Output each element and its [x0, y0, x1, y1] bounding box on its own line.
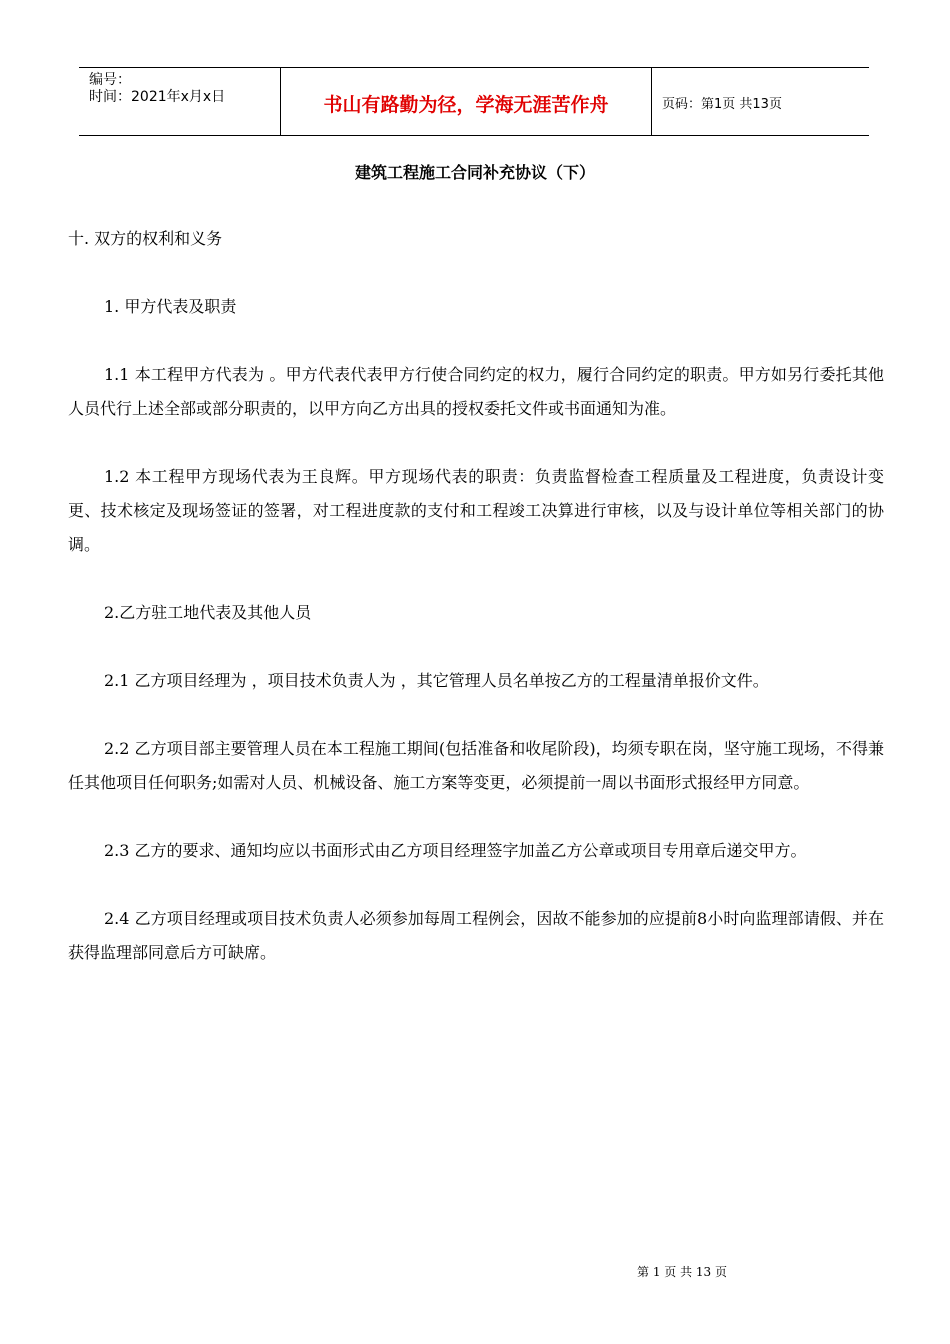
body-paragraph: 2.2 乙方项目部主要管理人员在本工程施工期间(包括准备和收尾阶段)，均须专职在岗，坚守施工现场，不得兼任其他项目任何职务;如需对人员、机械设备、施工方案等变更，必须提前一周以书面形式报经甲方同意。 [68, 739, 884, 792]
document-body [68, 222, 884, 1004]
body-paragraph: 2.3 乙方的要求、通知均应以书面形式由乙方项目经理签字加盖乙方公章或项目专用章后递交甲方。 [104, 841, 807, 860]
document-title: 建筑工程施工合同补充协议（下） [354, 163, 595, 182]
header-page-code: 页码：第1页 共13页 [662, 97, 782, 112]
header-meta [79, 68, 281, 135]
subsection-heading: 1. 甲方代表及职责 [104, 297, 237, 316]
time-label: 时间：2021年x月x日 [89, 89, 226, 105]
page-footer: 第 1 页 共 13 页 [637, 1265, 727, 1279]
header-motto: 书山有路勤为径，学海无涯苦作舟 [281, 68, 652, 135]
subsection-heading: 2.乙方驻工地代表及其他人员 [104, 603, 312, 622]
body-paragraph: 1.1 本工程甲方代表为 。甲方代表代表甲方行使合同约定的权力，履行合同约定的职责。甲方如另行委托其他人员代行上述全部或部分职责的，以甲方向乙方出具的授权委托文件或书面通知为准。 [68, 365, 884, 418]
section-heading: 十. 双方的权利和义务 [68, 229, 223, 248]
body-paragraph: 2.1 乙方项目经理为 ，项目技术负责人为 ，其它管理人员名单按乙方的工程量清单报价文件。 [104, 671, 769, 690]
body-paragraph: 2.4 乙方项目经理或项目技术负责人必须参加每周工程例会，因故不能参加的应提前8小时向监理部请假、并在获得监理部同意后方可缺席。 [68, 909, 884, 962]
number-label: 编号： [89, 72, 131, 88]
body-paragraph: 1.2 本工程甲方现场代表为王良辉。甲方现场代表的职责：负责监督检查工程质量及工程进度，负责设计变更、技术核定及现场签证的签署，对工程进度款的支付和工程竣工决算进行审核，以及与设计单位等相关部门的协调。 [68, 467, 884, 554]
header-table [79, 67, 869, 136]
